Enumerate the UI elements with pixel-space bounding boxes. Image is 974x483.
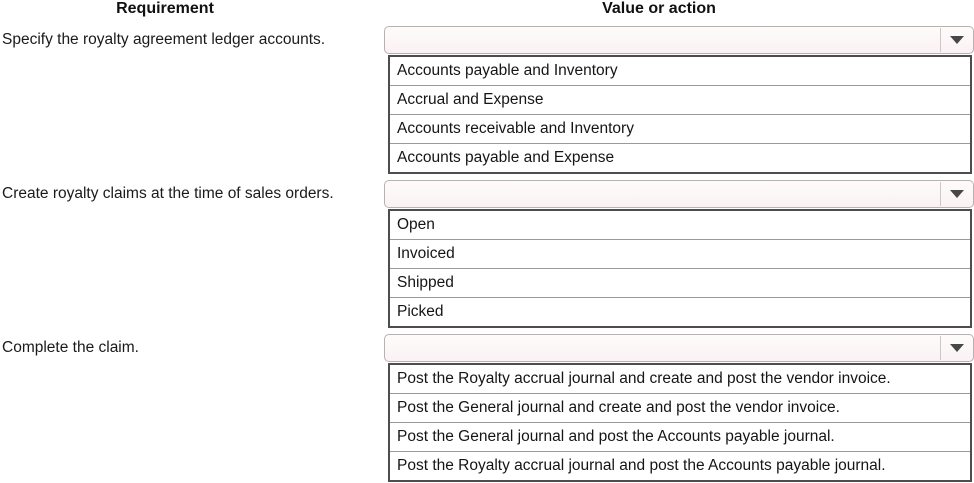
dropdown-button[interactable] (940, 182, 972, 206)
options-list-complete-claim (388, 363, 972, 482)
caret-down-icon (950, 36, 964, 44)
options-list-royalty-claims (388, 209, 972, 328)
option-item[interactable]: Picked (390, 297, 970, 326)
column-header-value-or-action: Value or action (602, 0, 716, 17)
option-item[interactable]: Accounts payable and Inventory (397, 62, 618, 79)
option-item[interactable]: Shipped (390, 268, 970, 297)
value-dropdown-ledger-accounts[interactable] (384, 26, 974, 54)
value-dropdown-royalty-claims[interactable] (384, 180, 974, 208)
column-header-requirement: Requirement (116, 0, 214, 17)
dropdown-button[interactable] (940, 28, 972, 52)
option-item[interactable]: Post the General journal and post the Accounts payable journal. (390, 422, 970, 451)
option-item[interactable]: Open (397, 216, 435, 233)
option-item[interactable]: Accrual and Expense (390, 85, 970, 114)
value-dropdown-complete-claim[interactable] (384, 334, 974, 362)
dropdown-selected-value (393, 181, 937, 207)
requirement-label-ledger-accounts: Specify the royalty agreement ledger accounts. (2, 31, 326, 48)
caret-down-icon (950, 190, 964, 198)
dropdown-button[interactable] (940, 336, 972, 360)
option-item[interactable]: Post the Royalty accrual journal and post the Accounts payable journal. (390, 451, 970, 480)
option-item[interactable]: Accounts payable and Expense (390, 143, 970, 172)
option-item[interactable]: Post the Royalty accrual journal and create and post the vendor invoice. (397, 370, 891, 387)
requirement-label-complete-claim: Complete the claim. (2, 339, 139, 356)
options-list-ledger-accounts (388, 55, 972, 174)
caret-down-icon (950, 344, 964, 352)
dropdown-selected-value (393, 335, 937, 361)
option-item[interactable]: Invoiced (390, 239, 970, 268)
dropdown-selected-value (393, 27, 937, 53)
option-item[interactable]: Post the General journal and create and post the vendor invoice. (390, 393, 970, 422)
option-item[interactable]: Accounts receivable and Inventory (390, 114, 970, 143)
requirement-label-royalty-claims: Create royalty claims at the time of sales orders. (2, 185, 334, 202)
